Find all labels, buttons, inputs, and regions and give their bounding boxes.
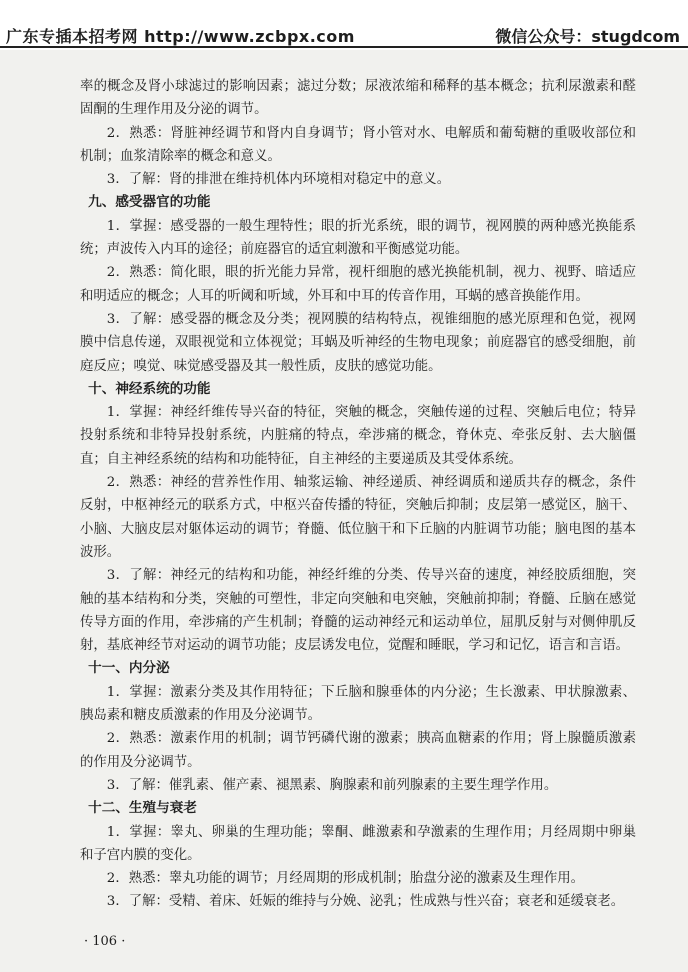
section-heading: 十一、内分泌 [88,660,170,677]
paragraph: 1．掌握：神经纤维传导兴奋的特征，突触的概念，突触传递的过程、突触后电位；特异投射系统和非特异投射系统，内脏痛的特点，牵涉痛的概念，脊休克、牵张反射、去大脑僵直；自主神经系统的结构和功能特征，自主神经的主要递质及其受体系统。 [80,405,636,467]
paragraph: 3．了解：感受器的概念及分类；视网膜的结构特点，视锥细胞的感光原理和色觉，视网膜中信息传递，双眼视觉和立体视觉；耳蜗及听神经的生物电现象；前庭器官的感受细胞，前庭反应；嗅觉、味觉感受器及其一般性质，皮肤的感觉功能。 [80,311,636,374]
paragraph: 3．了解：肾的排泄在维持机体内环境相对稳定中的意义。 [106,172,451,188]
paragraph: 1．掌握：感受器的一般生理特性；眼的折光系统，眼的调节，视网膜的两种感光换能系统；声波传入内耳的途径；前庭器官的适宜刺激和平衡感觉功能。 [80,218,636,258]
paragraph: 2．熟悉：简化眼，眼的折光能力异常，视杆细胞的感光换能机制，视力、视野、暗适应和明适应的概念；人耳的听阈和听域，外耳和中耳的传音作用，耳蜗的感音换能作用。 [80,265,636,304]
paragraph: 2．熟悉：激素作用的机制；调节钙磷代谢的激素；胰高血糖素的作用；肾上腺髓质激素的作用及分泌调节。 [80,731,636,770]
paragraph: 3．了解：神经元的结构和功能，神经纤维的分类、传导兴奋的速度，神经胶质细胞，突触的基本结构和分类，突触的可塑性，非定向突触和电突触，突触前抑制；脊髓、丘脑在感觉传导方面的作用，牵涉痛的产生机制；脊髓的运动神经元和运动单位，屈肌反射与对侧伸肌反射，基底神经节对运动的调节功能；皮层诱发电位，觉醒和睡眠，学习和记忆，语言和言语。 [80,568,636,654]
paragraph: 2．熟悉：睾丸功能的调节；月经周期的形成机制；胎盘分泌的激素及生理作用。 [106,871,584,887]
paragraph: 率的概念及肾小球滤过的影响因素；滤过分数；尿液浓缩和稀释的基本概念；抗利尿激素和醛固酮的生理作用及分泌的调节。 [80,79,636,118]
page-header [0,0,688,50]
paragraph: 1．掌握：睾丸、卵巢的生理功能；睾酮、雌激素和孕激素的生理作用；月经周期中卵巢和子宫内膜的变化。 [80,824,636,863]
site-banner: 广东专插本招考网 http://www.zcbpx.com [6,27,355,46]
paragraph: 2．熟悉：神经的营养性作用、轴浆运输、神经递质、神经调质和递质共存的概念，条件反射，中枢神经元的联系方式，中枢兴奋传播的特征，突触后抑制；皮层第一感觉区，脑干、小脑、大脑皮层对躯体运动的调节；脊髓、低位脑干和下丘脑的内脏调节功能；脑电图的基本波形。 [80,475,636,560]
syllabus-content [80,75,636,914]
page-number: · 106 · [84,934,126,949]
paragraph: 3．了解：受精、着床、妊娠的维持与分娩、泌乳；性成熟与性兴奋；衰老和延缓衰老。 [106,894,625,910]
header-divider [0,46,688,48]
paragraph: 3．了解：催乳素、催产素、褪黑素、胸腺素和前列腺素的主要生理学作用。 [106,777,558,793]
section-heading: 十、神经系统的功能 [88,380,211,397]
paragraph: 1．掌握：激素分类及其作用特征；下丘脑和腺垂体的内分泌；生长激素、甲状腺激素、胰岛素和糖皮质激素的作用及分泌调节。 [80,684,636,724]
section-heading: 十二、生殖与衰老 [88,800,197,817]
wechat-banner: 微信公众号：stugdcom [495,27,680,46]
paragraph: 2．熟悉：肾脏神经调节和肾内自身调节；肾小管对水、电解质和葡萄糖的重吸收部位和机制；血浆清除率的概念和意义。 [80,125,636,164]
section-heading: 九、感受器官的功能 [88,194,211,211]
